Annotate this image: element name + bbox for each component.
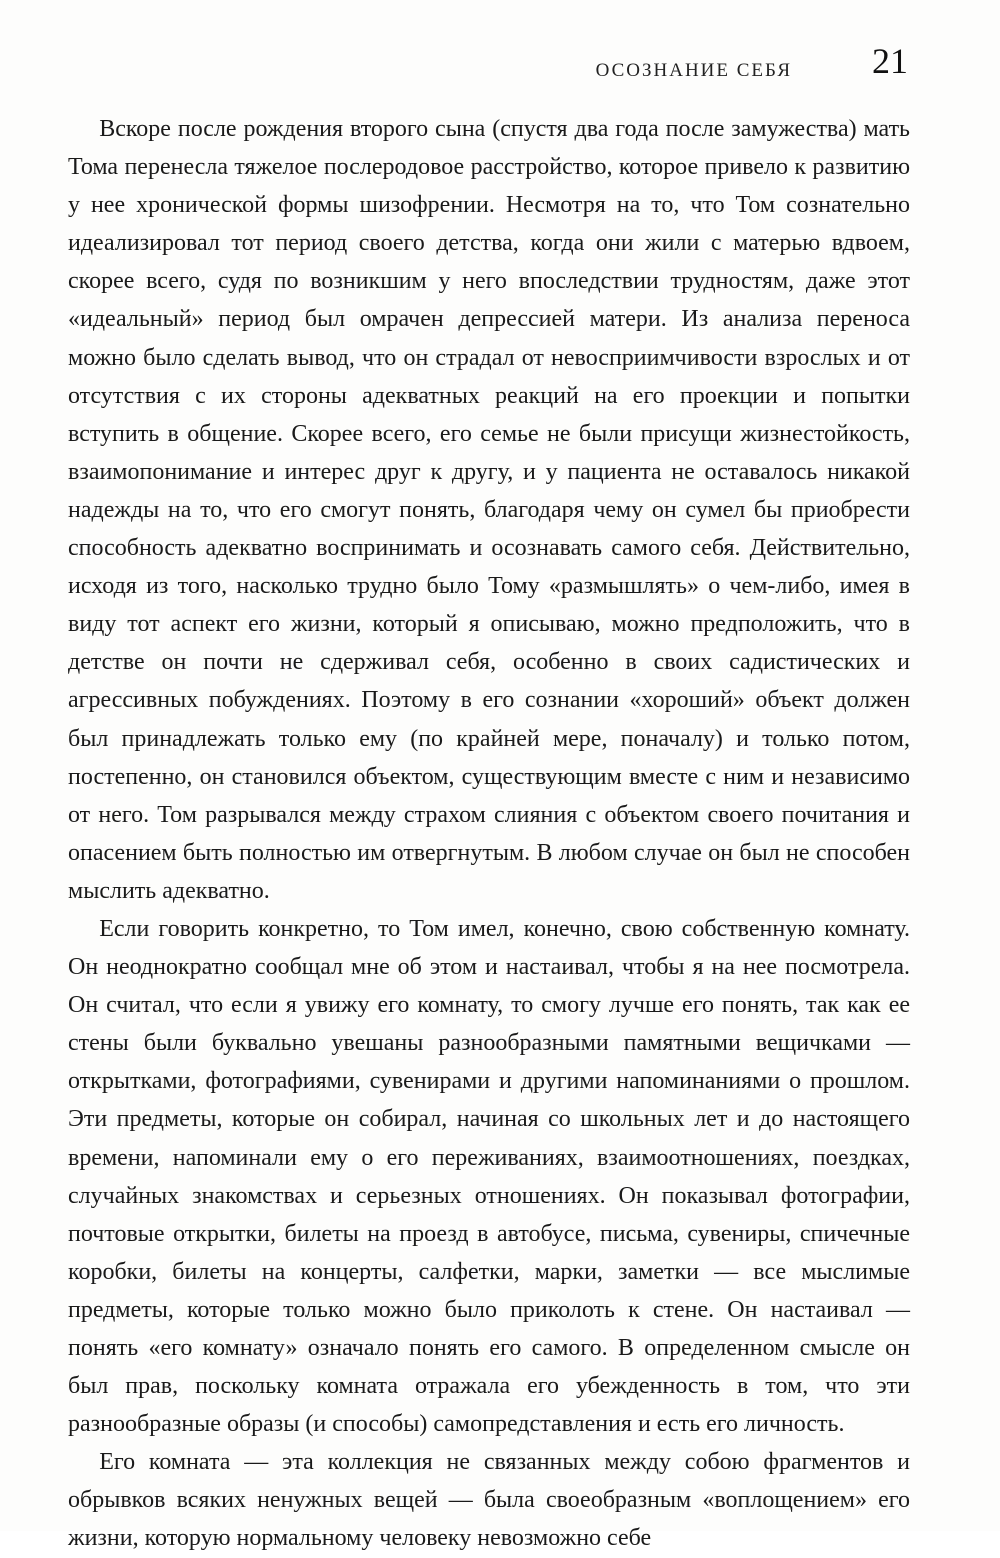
paragraph-1: Вскоре после рождения второго сына (спустя два года после замужества) мать Тома перенесла тяжелое послеродовое расстройство, которое привело к развитию у нее хронической формы шизофрении. Несмотря на то, что Том сознательно идеализировал тот период своего детства, когда они жили с матерью вдвоем, скорее всего, судя по возникшим у него впоследствии трудностям, даже этот «идеальный» период был омрачен депрессией матери. Из анализа переноса можно было сделать вывод, что он страдал от невосприимчивости взрослых и от отсутствия с их стороны адекватных реакций на его проекции и попытки вступить в общение. Скорее всего, его семье не были присущи жизнестойкость, взаимопонимание и интерес друг к другу, и у пациента не оставалось никакой надежды на то, что его смогут понять, благодаря чему он сумел бы приобрести способность адекватно воспринимать и осознавать самого себя. Действительно, исходя из того, насколько трудно было Тому «размышлять» о чем-либо, имея в виду тот аспект его жизни, который я описываю, можно предположить, что в детстве он почти не сдерживал себя, особенно в своих садистических и агрессивных побуждениях. Поэтому в его сознании «хороший» объект должен был принадлежать только ему (по крайней мере, поначалу) и только потом, постепенно, он становился объектом, существующим вместе с ним и независимо от него. Том разрывался между страхом слияния с объектом своего почитания и опасением быть полностью им отвергнутым. В любом случае он был не способен мыслить адекватно. — [68, 116, 910, 904]
page-number: 21 — [872, 41, 908, 81]
body-text — [68, 110, 910, 1558]
paragraph-3: Его комната — эта коллекция не связанных между собою фрагментов и обрывков всяких ненужных вещей — была своеобразным «воплощением» его жизни, которую нормальному человеку невозможно себе — [68, 1449, 910, 1552]
section-title: ОСОЗНАНИЕ СЕБЯ — [595, 60, 792, 81]
paragraph-2: Если говорить конкретно, то Том имел, конечно, свою собственную комнату. Он неоднократно сообщал мне об этом и настаивал, чтобы я на нее посмотрела. Он считал, что если я увижу его комнату, то смогу лучше его понять, так как ее стены были буквально увешаны разнообразными памятными вещичками — открытками, фотографиями, сувенирами и другими напоминаниями о прошлом. Эти предметы, которые он собирал, начиная со школьных лет и до настоящего времени, напоминали ему о его переживаниях, взаимоотношениях, поездках, случайных знакомствах и серьезных отношениях. Он показывал фотографии, почтовые открытки, билеты на проезд в автобусе, письма, сувениры, спичечные коробки, билеты на концерты, салфетки, марки, заметки — все мыслимые предметы, которые только можно было приколоть к стене. Он настаивал — понять «его комнату» означало понять его самого. В определенном смысле он был прав, поскольку комната отражала его убежденность в том, что эти разнообразные образы (и способы) самопредставления и есть его личность. — [68, 915, 910, 1438]
running-head — [68, 40, 910, 90]
